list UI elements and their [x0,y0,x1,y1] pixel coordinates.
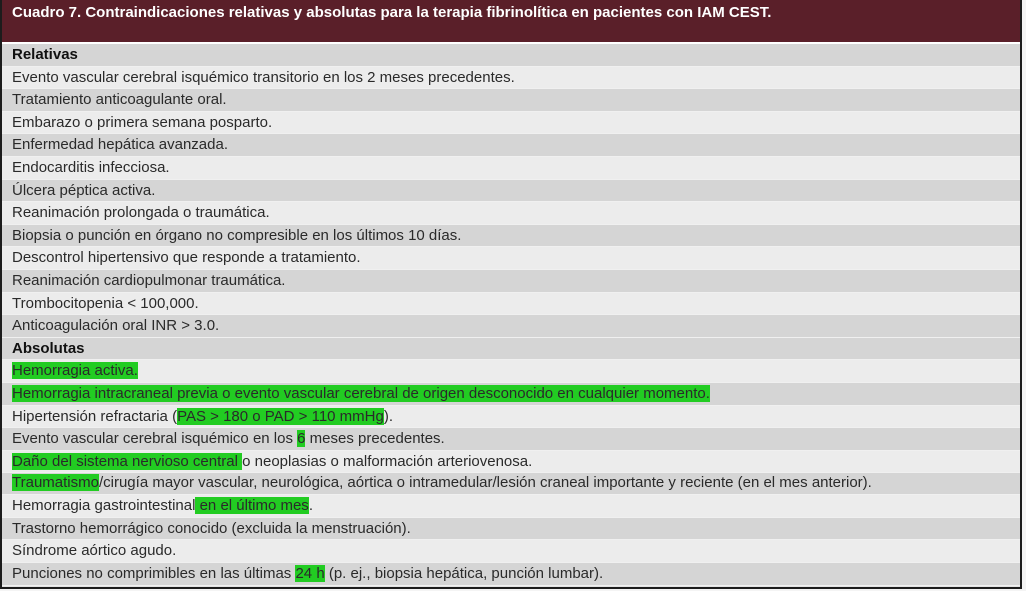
table-row [2,428,1020,451]
table-row [2,495,1020,518]
section-heading-absolutas: Absolutas [2,338,1020,361]
table-row [2,383,1020,406]
table-row [2,473,1020,495]
table-row: Enfermedad hepática avanzada. [2,134,1020,157]
row-text: o neoplasias o malformación arteriovenosa. [242,452,533,470]
table-row: Trombocitopenia < 100,000. [2,293,1020,316]
highlighted-text: en el último mes [195,497,309,515]
table-row: Reanimación prolongada o traumática. [2,202,1020,225]
highlighted-text: Daño del sistema nervioso central [12,452,243,470]
table-title: Cuadro 7. Contraindicaciones relativas y absolutas para la terapia fibrinolítica en pacientes con IAM CEST. [2,0,1020,44]
row-text: Hemorragia gastrointestinal [12,497,196,515]
table-row: Anticoagulación oral INR > 3.0. [2,315,1020,338]
highlighted-text: 6 [297,430,306,448]
highlighted-text: PAS > 180 o PAD > 110 mmHg [177,407,384,425]
table-row: Tratamiento anticoagulante oral. [2,89,1020,112]
highlighted-text: Hemorragia activa. [12,362,138,380]
table-row: Reanimación cardiopulmonar traumática. [2,270,1020,293]
table-row [2,406,1020,429]
row-text: Evento vascular cerebral isquémico en los [12,430,298,448]
table-row: Úlcera péptica activa. [2,180,1020,203]
table-row: Endocarditis infecciosa. [2,157,1020,180]
section-heading-relativas: Relativas [2,44,1020,67]
row-text: (p. ej., biopsia hepática, punción lumbar). [324,565,604,583]
row-text: meses precedentes. [305,430,445,448]
highlighted-text: Hemorragia intracraneal previa o evento vascular cerebral de origen desconocido en cualquier momento. [12,384,710,402]
row-text: Síndrome aórtico agudo. [12,542,177,560]
highlighted-text: Traumatismo [12,474,99,492]
table-row [2,360,1020,383]
table-row [2,540,1020,563]
row-text: /cirugía mayor vascular, neurológica, aórtica o intramedular/lesión craneal importante y reciente (en el mes anterior). [98,474,872,492]
row-text: Hipertensión refractaria ( [12,407,178,425]
table-body [2,44,1020,586]
table-row [2,563,1020,586]
row-text: Trastorno hemorrágico conocido (excluida la menstruación). [12,519,411,537]
table-row [2,451,1020,474]
table-row: Evento vascular cerebral isquémico transitorio en los 2 meses precedentes. [2,67,1020,90]
row-text: Punciones no comprimibles en las últimas [12,565,296,583]
table-row: Embarazo o primera semana posparto. [2,112,1020,135]
highlighted-text: 24 h [295,565,325,583]
table-row: Biopsia o punción en órgano no compresible en los últimos 10 días. [2,225,1020,248]
table-row [2,518,1020,541]
row-text: . [308,497,313,515]
table-row: Descontrol hipertensivo que responde a tratamiento. [2,247,1020,270]
row-text: ). [383,407,394,425]
